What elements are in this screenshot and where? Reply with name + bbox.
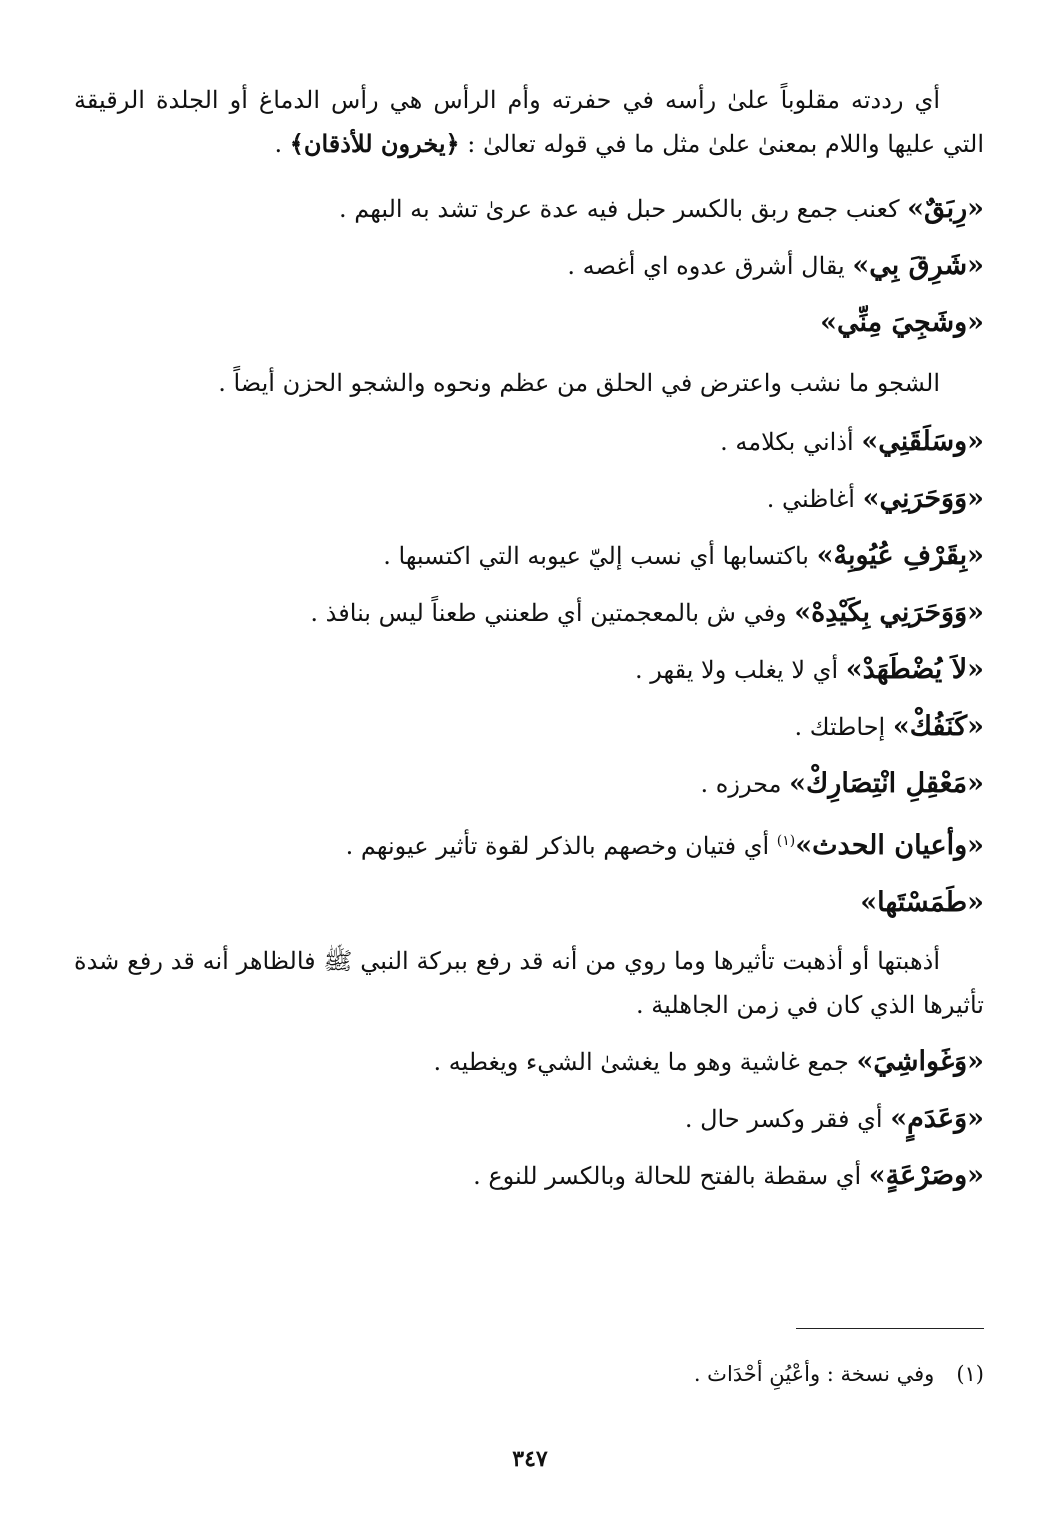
entry-term: «وَغَواشِيَ» bbox=[856, 1046, 984, 1077]
entry-term: «وصَرْعَةٍ» bbox=[868, 1160, 984, 1191]
entry-term: «وأعيان الحدث» bbox=[795, 830, 984, 861]
entry-text: أذاني بكلامه . bbox=[720, 428, 862, 456]
entry-term: «لاَ يُضْطَهَدْ» bbox=[845, 654, 984, 685]
entry-4 bbox=[74, 413, 984, 470]
entry-12 bbox=[74, 874, 984, 931]
entry-text: أي سقطة بالفتح للحالة وبالكسر للنوع . bbox=[473, 1162, 869, 1190]
entry-text: أغاظني . bbox=[766, 485, 863, 513]
entry-text: وفي ش بالمعجمتين أي طعنني طعناً ليس بنافذ . bbox=[310, 599, 795, 627]
entry-text: أي فتيان وخصهم بالذكر لقوة تأثير عيونهم . bbox=[345, 832, 777, 860]
entry-term: «وَعَدَمٍ» bbox=[890, 1103, 984, 1134]
entry-8 bbox=[74, 641, 984, 698]
entry-14 bbox=[74, 1090, 984, 1147]
entry-text: باكتسابها أي نسب إليّ عيوبه التي اكتسبها . bbox=[383, 542, 817, 570]
entry-6 bbox=[74, 527, 984, 584]
entry-text: محرزه . bbox=[700, 770, 790, 798]
footnote bbox=[694, 1362, 984, 1386]
paragraph-1 bbox=[74, 78, 984, 166]
footnote-divider bbox=[796, 1328, 984, 1329]
footnote-number: (١) bbox=[956, 1362, 984, 1386]
entry-text: أي فقر وكسر حال . bbox=[684, 1105, 891, 1133]
page-body bbox=[74, 78, 984, 1204]
entry-5 bbox=[74, 470, 984, 527]
entry-term: «وسَلَقَنِي» bbox=[861, 426, 984, 457]
entry-term: «وشَجِيَ مِنِّي» bbox=[820, 307, 984, 338]
entry-text: يقال أشرق عدوه اي أغصه . bbox=[567, 252, 853, 280]
quran-quote: ﴿يخرون للأذقان﴾ bbox=[289, 129, 460, 158]
entry-15 bbox=[74, 1147, 984, 1204]
footnote-ref[interactable]: (١) bbox=[776, 833, 796, 849]
paragraph-1-end: . bbox=[274, 130, 290, 158]
entry-11 bbox=[74, 812, 984, 874]
entry-term: «بِقَرْفِ عُيُوبِهْ» bbox=[816, 540, 984, 571]
entry-text: أي لا يغلب ولا يقهر . bbox=[635, 656, 846, 684]
entry-9 bbox=[74, 698, 984, 755]
entry-term: «كَنَفُكْ» bbox=[892, 711, 984, 742]
entry-2 bbox=[74, 237, 984, 294]
entry-text: جمع غاشية وهو ما يغشىٰ الشيء ويغطيه . bbox=[433, 1048, 857, 1076]
entry-7 bbox=[74, 584, 984, 641]
paragraph-2 bbox=[74, 351, 984, 413]
entry-text: كعنب جمع ربق بالكسر حبل فيه عدة عرىٰ تشد به البهم . bbox=[339, 195, 908, 223]
entry-term: «شَرِقَ بِي» bbox=[852, 250, 984, 281]
entry-term: «مَعْقِلِ انْتِصَارِكْ» bbox=[789, 768, 984, 799]
entry-term: «وَوَحَرَنِي بِكَيْدِهْ» bbox=[794, 597, 984, 628]
entry-10 bbox=[74, 755, 984, 812]
paragraph-3 bbox=[74, 931, 984, 1033]
entry-1 bbox=[74, 180, 984, 237]
paragraph-2-text: الشجو ما نشب واعترض في الحلق من عظم ونحوه والشجو الحزن أيضاً . bbox=[218, 369, 940, 397]
entry-3 bbox=[74, 294, 984, 351]
paragraph-1-text: أي رددته مقلوباً علىٰ رأسه في حفرته وأم الرأس هي رأس الدماغ أو الجلدة الرقيقة التي عليها واللام بمعنىٰ علىٰ مثل ما في قوله تعالىٰ : bbox=[74, 86, 984, 158]
paragraph-3-text: أذهبتها أو أذهبت تأثيرها وما روي من أنه قد رفع ببركة النبي ﷺ فالظاهر أنه قد رفع شدة تأثيرها الذي كان في زمن الجاهلية . bbox=[74, 947, 984, 1019]
entry-text: إحاطتك . bbox=[794, 713, 893, 741]
entry-term: «طَمَسْتَها» bbox=[860, 887, 984, 918]
entry-term: «وَوَحَرَنِي» bbox=[862, 483, 984, 514]
page-number: ٣٤٧ bbox=[512, 1446, 548, 1472]
entry-term: «رِبَقٌ» bbox=[907, 193, 984, 224]
entry-13 bbox=[74, 1033, 984, 1090]
footnote-text: وفي نسخة : وأعْيُنِ أحْدَاث . bbox=[693, 1362, 935, 1386]
